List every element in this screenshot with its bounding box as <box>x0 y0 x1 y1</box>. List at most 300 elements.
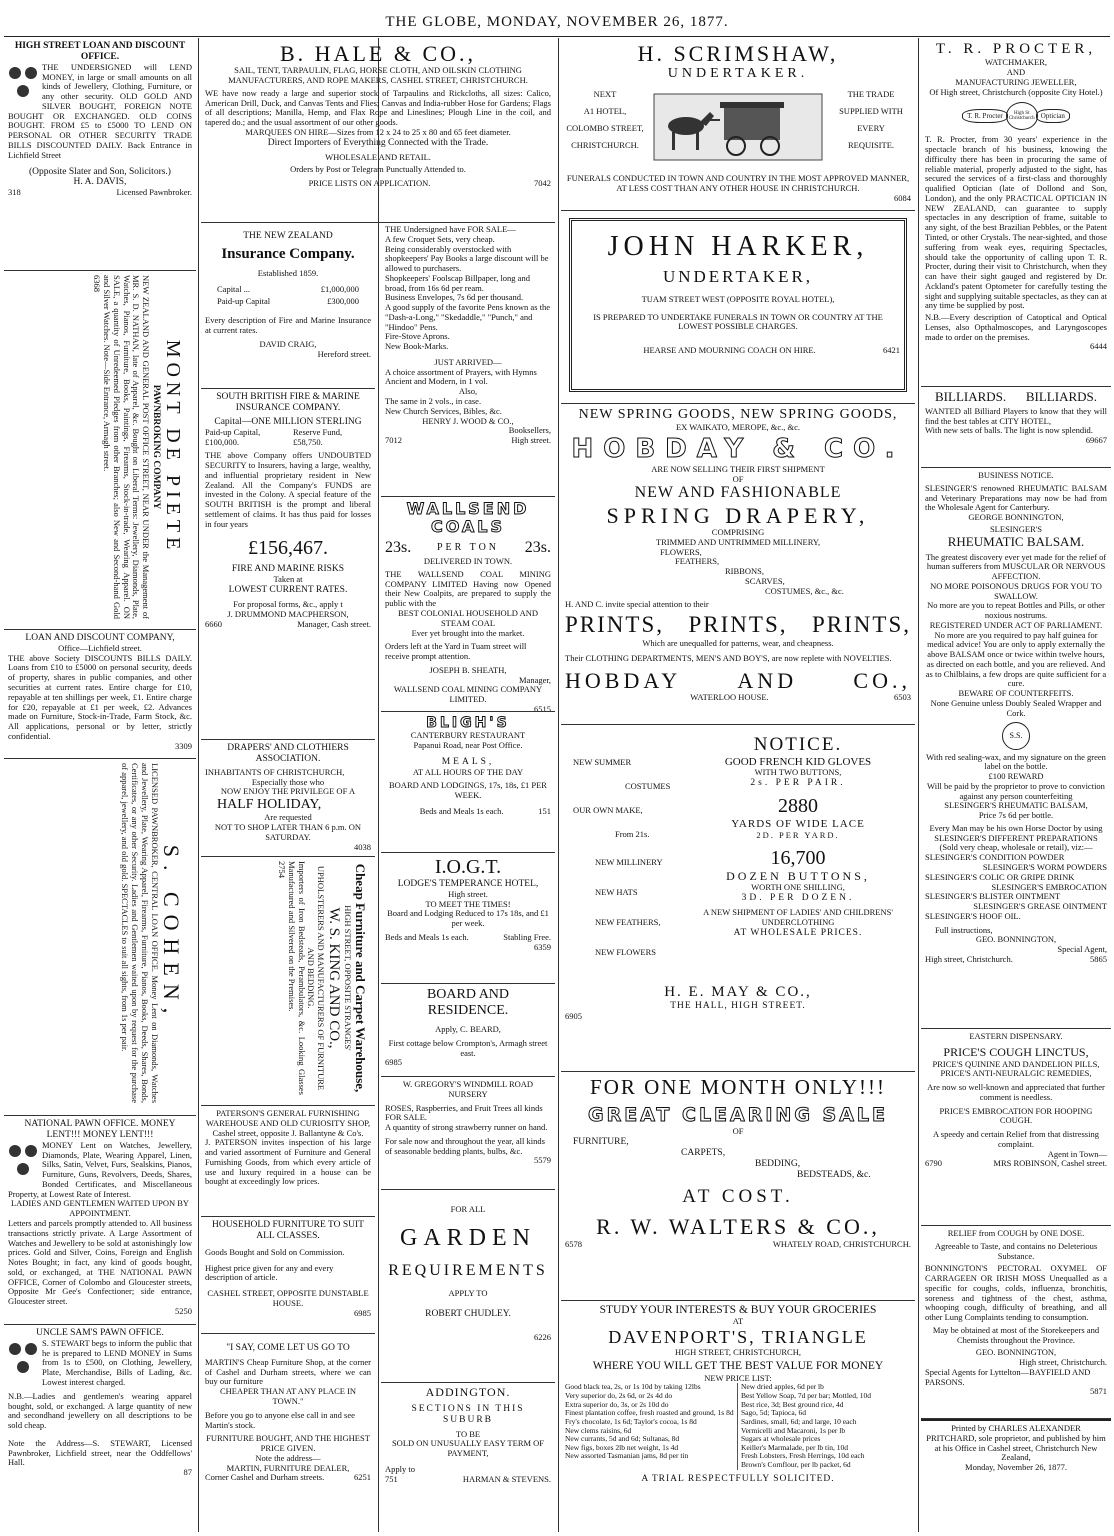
ad-title: BILLIARDS. <box>935 389 1007 404</box>
ad-taken: Taken at <box>273 574 303 585</box>
ad-body: THE above Society DISCOUNTS BILLS DAILY. Loans from £10 to £5000 on personal security, deeds of property, shares in public companies, and other securities at current rates. Entire charge for £10, repayable at ten shillings per week, £1. Entire charge for £20, repayable at £1 per week, £2. Advances made on Furniture, Stock-in-Trade, Farm Stock, &c. All applications, personal or by letter, strictly confidential. <box>8 652 192 741</box>
ad-title: HOBDAY & CO. <box>571 433 905 464</box>
ad-billiards <box>921 387 1111 468</box>
ad-left-line: NEXT <box>593 89 617 100</box>
ad-and: AND <box>1006 67 1026 78</box>
ad-lace: YARDS OF WIDE LACE <box>731 818 865 831</box>
ad-scrimshaw <box>561 38 915 211</box>
ad-paterson <box>201 1106 375 1217</box>
ad-gloves-price: 2s. PER PAIR. <box>750 778 846 789</box>
ad-agent: J. DRUMMOND MACPHERSON, <box>227 608 349 619</box>
ad-marquees: MARQUEES ON HIRE—Sizes from 12 x 24 to 25 x 80 and 65 feet diameter. <box>245 126 511 137</box>
ad-number: 6084 <box>894 192 911 203</box>
ad-address: TUAM STREET WEST (OPPOSITE ROYAL HOTEL), <box>641 293 835 304</box>
ad-orders: Orders left at the Yard in Tuam street will receive prompt attention. <box>385 641 527 662</box>
ad-company: WALLSEND COAL MINING COMPANY LIMITED. <box>393 684 543 705</box>
ad-right-line: SUPPLIED WITH <box>839 106 903 117</box>
ad-list-item: SLESINGER'S WORM POWDERS <box>982 861 1107 872</box>
ad-number: 6985 <box>354 1307 371 1318</box>
ad-body: MARTIN'S Cheap Furniture Shop, at the corner of Cashel and Durham streets, where we can buy our furniture <box>205 1356 371 1387</box>
ad-requested: Are requested <box>264 812 312 823</box>
ad-signature: H. A. DAVIS, <box>73 177 127 188</box>
ad-address: THE HALL, HIGH STREET. <box>670 1001 806 1012</box>
ad-paid: £300,000 <box>327 295 359 306</box>
ad-wholesale: WHOLESALE AND RETAIL. <box>325 151 431 162</box>
ad-right-line: REQUISITE. <box>847 140 895 151</box>
price-item: Extra superior do, 3s, or 2s 10d do <box>565 1399 669 1409</box>
ad-number: 6226 <box>534 1332 551 1343</box>
masthead-title: THE GLOBE, MONDAY, NOVEMBER 26, 1877. <box>385 14 729 30</box>
price-item: Very superior do, 2s 6d, or 2s 4d do <box>565 1391 673 1401</box>
ad-jeweller: MANUFACTURING JEWELLER, <box>955 76 1077 87</box>
ad-list-item: SLESINGER'S EMBROCATION <box>991 881 1107 892</box>
ad-number: 87 <box>183 1467 192 1478</box>
ad-neuralgic: PRICE'S ANTI-NEURALGIC REMEDIES, <box>940 1068 1092 1079</box>
ad-address: Cashel street, opposite J. Ballantyne & Co's. <box>212 1127 364 1138</box>
ad-fashion: NEW AND FASHIONABLE <box>634 484 842 502</box>
ad-number: 6359 <box>534 941 551 952</box>
masthead-rule <box>4 36 1110 37</box>
ad-price: 23s. <box>385 538 412 556</box>
ad-number: 6503 <box>893 692 911 703</box>
ad-best: BEST COLONIAL HOUSEHOLD AND STEAM COAL <box>397 608 538 628</box>
imprint-date: Monday, November 26, 1877. <box>965 1462 1067 1473</box>
seal-stamp: S.S. <box>1002 722 1030 750</box>
ad-number: 6421 <box>883 345 900 356</box>
rotated-block <box>276 861 367 1095</box>
ad-gregory <box>381 1077 555 1190</box>
ad-body: Goods Bought and Sold on Commission. <box>205 1246 345 1257</box>
ad-address: Papanui Road, near Post Office. <box>413 739 523 750</box>
ad-left-line: NEW MILLINERY <box>595 857 663 867</box>
ad-address: High street, Christchurch. <box>1019 1357 1107 1368</box>
ad-reward-body: Will be paid by the proprietor to prove to conviction against any person counterfeiting <box>927 780 1105 801</box>
ad-title: JOHN HARKER, <box>607 231 869 262</box>
ad-apply: Apply to <box>385 1463 415 1474</box>
ad-reward: £100 REWARD <box>988 771 1044 782</box>
ad-bought: FURNITURE BOUGHT, AND THE HIGHEST PRICE GIVEN. <box>206 1433 370 1454</box>
rotated-block <box>120 763 184 1103</box>
ad-subtitle: CANTERBURY RESTAURANT <box>410 730 526 741</box>
price-item: Brown's Cornflour, per lb packet, 6d <box>741 1460 851 1470</box>
ad-left-line: NEW HATS <box>595 887 638 897</box>
price-item: Sago, 5d; Tapioca, 6d <box>741 1408 806 1418</box>
ad-subtitle: SAIL, TENT, TARPAULIN, FLAG, HORSE CLOTH, AND OILSKIN CLOTHING MANUFACTURERS, AND ROPE MAKERS, CASHEL STREET, CHRISTCHURCH. <box>228 65 528 86</box>
ad-title: "I SAY, COME LET US GO TO <box>226 1343 350 1353</box>
ad-body: NEW ZEALAND AND GENERAL POST OFFICE STREET, NEAR UNDER the Management of MR. S. D. NATHAN, late of Apparel, &c. Bought on Liberal Terms: Jewellery, Diamonds, Plate, Watches, Pianos, Furniture, Books, Paintings, Firearms, Stock-in-trade, Wearing Apparel. ON SALE, a quantity of Unredeemed Pledges from other Branches; also New and Second-hand Gold and Silver Watches. Note—Side Entrance, Armagh street. <box>102 275 152 619</box>
ad-item: New Book-Marks. <box>385 341 449 352</box>
ad-body: Every description of Fire and Marine Insurance at current rates. <box>205 315 371 336</box>
ad-cohen <box>4 759 196 1116</box>
ad-name: JOSEPH B. SHEATH, <box>429 664 507 675</box>
ad-delivered: DELIVERED IN TOWN. <box>423 556 513 567</box>
ad-role: Manager, <box>519 674 551 685</box>
ad-good: RIBBONS, <box>725 566 764 577</box>
ad-right-line: EVERY <box>857 123 885 134</box>
ad-number: 751 <box>385 1473 398 1484</box>
ad-address: HIGH STREET, CHRISTCHURCH, <box>675 1346 801 1357</box>
ad-lace-qty: 2880 <box>778 795 818 818</box>
ad-iogt <box>381 853 555 984</box>
ad-good: COSTUMES, &c., &c. <box>765 585 844 596</box>
ad-quinine: PRICE'S QUININE AND DANDELION PILLS, <box>932 1058 1100 1069</box>
ad-list-item: SLESINGER'S CONDITION POWDER <box>925 852 1065 863</box>
ad-number: 5579 <box>534 1155 551 1166</box>
ad-walters <box>561 1072 915 1301</box>
ad-half-holiday: HALF HOLIDAY, <box>217 797 322 813</box>
ad-button-price: 3D. PER DOZEN. <box>741 893 855 904</box>
ad-address: (Opposite Slater and Son, Solicitors.) <box>29 166 171 177</box>
ad-body-2: Before you go to anyone else call in and see Martin's stock. <box>205 1409 355 1430</box>
ad-body: THE WALLSEND COAL MINING COMPANY LIMITED Having now Opened their New Coalpits, are prepared to supply the public with the <box>385 568 551 609</box>
ad-cheaper: CHEAPER THAN AT ANY PLACE IN TOWN." <box>219 1386 357 1406</box>
ad-body: INHABITANTS OF CHRISTCHURCH, <box>205 766 345 777</box>
ad-board: BOARD AND LODGINGS, 17s, 18s, £1 PER WEEK. <box>389 780 547 801</box>
ad-address: High street, Christchurch. <box>925 953 1013 964</box>
ad-per-ton: PER TON <box>436 542 500 554</box>
ad-left-line: NEW FLOWERS <box>595 947 656 957</box>
ad-item: Business Envelopes, 7s 6d per thousand. <box>385 292 524 303</box>
ad-doctor: Every Man may be his own Horse Doctor by using <box>929 822 1103 833</box>
ad-no-more: NO MORE POISONOUS DRUGS FOR YOU TO SWALLOW. <box>930 580 1102 601</box>
ad-title: RELIEF from COUGH by ONE DOSE. <box>947 1228 1085 1238</box>
ad-price: Price 7s 6d per bottle. <box>978 810 1054 821</box>
ad-number: 4038 <box>354 841 371 852</box>
ad-number: 6251 <box>354 1472 371 1480</box>
ad-title: HOUSEHOLD FURNITURE TO SUIT ALL CLASSES. <box>212 1220 364 1241</box>
ad-amount: £156,467. <box>248 537 328 560</box>
ad-title: HIGH STREET LOAN AND DISCOUNT OFFICE. <box>14 41 186 62</box>
ad-prints: PRINTS, <box>565 612 664 638</box>
ad-good: FLOWERS, <box>660 546 702 557</box>
ad-number: 7042 <box>533 178 551 189</box>
ad-paid: Paid-up Capital, £100,000. <box>205 426 261 447</box>
ad-title: LOAN AND DISCOUNT COMPANY, <box>25 633 175 643</box>
ad-capital: £1,000,000 <box>320 283 359 294</box>
ad-address: CASHEL STREET, OPPOSITE DUNSTABLE HOUSE. <box>207 1288 369 1308</box>
ad-capital-label: Capital ... <box>217 283 251 294</box>
ad-button-line: DOZEN BUTTONS, <box>726 868 870 883</box>
ad-title: NATIONAL PAWN OFFICE. MONEY LENT!!! MONEY LENT!!! <box>24 1119 176 1140</box>
ad-selling: ARE NOW SELLING THEIR FIRST SHIPMENT <box>651 463 825 474</box>
ad-title: I.O.G.T. <box>434 856 502 878</box>
ad-name: GEO. BONNINGTON, <box>975 1347 1057 1358</box>
ad-title: W. GREGORY'S WINDMILL ROAD NURSERY <box>402 1079 534 1099</box>
ad-mont-de-piete <box>4 271 196 630</box>
price-item: New clems raisins, 6d <box>565 1425 632 1435</box>
ad-davenport <box>561 1301 915 1519</box>
ad-address: Of High street, Christchurch (opposite City Hotel.) <box>929 86 1103 97</box>
ad-body-2: Highest price given for any and every description of article. <box>205 1262 334 1283</box>
ad-ever: Ever yet brought into the market. <box>411 627 525 638</box>
ad-hobday <box>561 404 915 725</box>
ad-harker <box>561 211 915 404</box>
ad-number: 5865 <box>1090 953 1107 964</box>
price-item: New figs, boxes 2lb net weight, 1s 4d <box>565 1442 679 1452</box>
ad-wholesale: AT WHOLESALE PRICES. <box>733 927 863 938</box>
ad-item: A few Croquet Sets, very cheap. <box>385 233 495 244</box>
ad-address: Hereford street. <box>317 348 371 359</box>
ad-body-2: A quantity of strong strawberry runner on hand. <box>385 1122 548 1133</box>
ad-price: PRICE LISTS ON APPLICATION. <box>308 178 431 189</box>
ad-invite: H. AND C. invite special attention to their <box>565 599 709 610</box>
ad-spring: NEW SPRING GOODS, NEW SPRING GOODS, <box>578 407 898 422</box>
ad-left-line: From 21s. <box>615 829 650 839</box>
ad-slesinger <box>921 468 1111 1029</box>
ad-to-be: TO BE <box>455 1428 481 1439</box>
ad-button-worth: WORTH ONE SHILLING, <box>751 882 845 893</box>
ad-wood <box>381 222 555 497</box>
sign-center: High St Christchurch <box>1006 102 1038 130</box>
ad-prep: SLESINGER'S DIFFERENT PREPARATIONS (Sold very cheap, wholesale or retail), viz:— <box>934 832 1098 853</box>
ad-button-qty: 16,700 <box>770 846 826 869</box>
ad-special: Special Agents for Lyttelton—BAYFIELD AND PARSONS. <box>925 1366 1091 1387</box>
ad-footer: CO., <box>853 668 911 694</box>
ad-embrocation: PRICE'S EMBROCATION FOR HOOPING COUGH. <box>939 1105 1093 1126</box>
ad-trade: UPHOLSTERERS AND MANUFACTURERS OF FURNITURE AND BEDDING. <box>306 865 327 1091</box>
ad-number: 5250 <box>175 1305 192 1316</box>
column-rule <box>918 38 919 1532</box>
ad-name: HARMAN & STEVENS. <box>462 1473 551 1484</box>
price-item: Fresh Lobsters, Fresh Herrings, 10d each <box>741 1451 865 1461</box>
ad-number: 6660 <box>205 618 222 629</box>
ad-body: MONEY Lent on Watches, Jewellery, Diamonds, Plate, Wearing Apparel, Linen, Silks, Satin, Velvet, Furs, Sealskins, Pianos, Furniture, Guns, Revolvers, Deeds, Shares, Bonded Certificates, and Miscellaneous Property, at Lowest Rate of Interest. <box>8 1139 192 1199</box>
column-rule <box>558 38 559 1532</box>
ad-of: OF <box>732 1125 744 1136</box>
ad-title: PATERSON'S GENERAL FURNISHING WAREHOUSE AND OLD CURIOSITY SHOP, <box>205 1108 371 1128</box>
ad-company: Insurance Company. <box>221 245 355 262</box>
ad-for: FOR ALL <box>450 1204 486 1214</box>
ad-body: WANTED all Billiard Players to know that they will find the best tables at CITY HOTEL, <box>925 405 1107 426</box>
ad-title: GARDEN <box>400 1224 536 1251</box>
ad-name: W. S. KING AND CO., <box>326 907 343 1049</box>
ad-trimmed: TRIMMED AND UNTRIMMED MILLINERY, <box>655 536 821 547</box>
ad-full: Full instructions, <box>935 924 993 935</box>
ad-comprising: COMPRISING <box>711 526 765 537</box>
ad-uncle-sam <box>4 1325 196 1532</box>
ad-hearse: HEARSE AND MOURNING COACH ON HIRE. <box>643 345 816 356</box>
ad-agent: Agent in Town— <box>1047 1148 1107 1159</box>
ad-good: FEATHERS, <box>675 556 720 567</box>
ad-body-3: NOW ENJOY THE PRIVILEGE OF A <box>220 786 356 797</box>
ad-right-line: THE TRADE <box>847 89 895 100</box>
ad-body: FUNERALS CONDUCTED IN TOWN AND COUNTRY IN THE MOST APPROVED MANNER, AT LESS COST THAN ANY OTHER HOUSE IN CHRISTCHURCH. <box>566 173 910 194</box>
ad-subtitle: UNDERTAKER, <box>662 267 814 287</box>
ad-king <box>201 857 375 1106</box>
ad-footer: AND <box>737 668 798 694</box>
ad-lace-price: 2D. PER YARD. <box>756 829 840 840</box>
ad-price: 23s. <box>524 538 551 556</box>
ad-title: H. SCRIMSHAW, <box>637 41 839 66</box>
ad-title: GREAT CLEARING SALE <box>587 1104 889 1127</box>
ad-at: AT <box>732 1316 744 1327</box>
ad-name: LODGE'S TEMPERANCE HOTEL, <box>397 879 539 889</box>
ad-title: BILLIARDS. <box>1025 389 1097 404</box>
ad-hours: AT ALL HOURS OF THE DAY <box>412 766 524 777</box>
ad-body: LICENSED PAWNBROKER, CENTRAL LOAN OFFICE. Money Lent on Diamonds, Watches and Jewellery, Plate, Wearing Apparel, Firearms, Furniture, Pianos, Books, Deeds, Shares, Bonds, Certificates, or any other Security. Ladies and Gentlemen waited upon by request for the purchase of apparel, jewellery, and old gold. SPECTACLES to suit all sights, from 1s per pair. <box>120 763 160 1103</box>
ad-body: BONNINGTON'S PECTORAL OXYMEL OF CARRAGEEN OR IRISH MOSS Unequalled as a specific for coughs, colds, influenza, bronchitis, soreness and tightness of the chest, asthma, whooping cough, difficulty of breathing, and all other Lung Complaints tending to consumption. <box>925 1263 1107 1323</box>
ad-shipment: A NEW SHIPMENT OF LADIES' AND CHILDRENS' UNDERCLOTHING <box>703 907 893 927</box>
ad-number: 3309 <box>175 740 192 751</box>
ad-address: First cottage below Crompton's, Armagh street east. <box>388 1037 548 1058</box>
ad-name: MARTIN, FURNITURE DEALER, <box>226 1462 350 1473</box>
ad-title: EASTERN DISPENSARY. <box>969 1031 1063 1041</box>
ad-list-item: SLESINGER'S HOOF OIL. <box>925 910 1021 921</box>
ad-study: STUDY YOUR INTERESTS & BUY YOUR GROCERIES <box>599 1304 877 1316</box>
ad-number: 6578 <box>565 1238 582 1249</box>
ad-title: DAVENPORT'S, TRIANGLE <box>608 1326 868 1347</box>
ad-item: BEDSTEADS, &c. <box>797 1169 871 1180</box>
ad-title: BLIGH'S <box>426 715 510 731</box>
price-item: New assorted Tasmanian jams, 8d per tin <box>565 1451 689 1461</box>
ad-new-zealand-insurance <box>201 222 375 389</box>
ad-buttons: WITH TWO BUTTONS, <box>754 767 842 778</box>
ad-national-pawn <box>4 1116 196 1325</box>
ad-title: SOUTH BRITISH FIRE & MARINE INSURANCE COMPANY. <box>216 392 360 413</box>
ad-body: THE UNDERSIGNED will LEND MONEY, in large or small amounts on all kinds of Jewellery, Clothing, Furniture, or any other security. OLD GOLD AND SILVER BOUGHT, FOREIGN NOTE BOUGHT OR EXCHANGED. OLD COINS BOUGHT. FROM £5 to £5000 TO LEND ON PERSONAL OR OTHER SECURITY TRADE BILLS DISCOUNTED DAILY. Back Entrance in Lichfield Street <box>8 61 192 160</box>
ad-risks: FIRE AND MARINE RISKS <box>231 564 345 575</box>
ad-trade: Booksellers, <box>508 425 551 436</box>
ad-body: THE Undersigned have FOR SALE— <box>385 224 516 234</box>
ad-left-line: COLOMBO STREET, <box>566 123 644 134</box>
ad-left-line: OUR OWN MAKE, <box>573 805 643 815</box>
imprint-body: Printed by CHARLES ALEXANDER PRITCHARD, sole proprietor, and published by him at his Office in Cashel street, Christchurch New Zealand, <box>926 1423 1106 1463</box>
ad-house: WATERLOO HOUSE. <box>690 692 769 703</box>
ad-left-line: NEW SUMMER <box>573 757 632 767</box>
ad-address: Manager, Cash street. <box>297 618 371 629</box>
ad-product: SLESINGER'S RHEUMATIC BALSAM, <box>944 800 1088 811</box>
ad-title: THE NEW ZEALAND <box>243 231 333 241</box>
ad-title: RHEUMATIC BALSAM. <box>947 533 1085 549</box>
ad-shop: NOT TO SHOP LATER THAN 6 p.m. ON SATURDAY. <box>214 822 362 842</box>
price-item: Best rice, 3d; Best ground rice, 4d <box>741 1399 844 1409</box>
ad-body-2: Letters and parcels promptly attended to. All business transactions strictly private. A Large Assortment of Watches and Jewellery to be sold at astonishingly low prices. Gold and Silver, Coins, Foreign and English Notes Bought; in fact, any kind of goods bought, sold, or exchanged, at THE NATIONAL PAWN OFFICE, Corner of Colombo and Gloucester streets, Opposite Mr Gee's Confectioner; side entrance, Gloucester street. <box>8 1217 192 1307</box>
column-3 <box>381 222 555 1532</box>
column-1 <box>4 38 196 1532</box>
ad-item: FURNITURE, <box>573 1136 629 1147</box>
ad-name: ROBERT CHUDLEY. <box>425 1308 511 1319</box>
ad-number: 6368 <box>92 275 103 292</box>
ad-number: 6985 <box>385 1057 402 1068</box>
ad-item: CARPETS, <box>681 1147 726 1158</box>
ad-sign: Licensed Pawnbroker. <box>116 187 192 198</box>
price-item: Sardines, small, 6d; and large, 10 each <box>741 1416 857 1426</box>
ad-trade: WATCHMAKER, <box>984 57 1048 68</box>
ad-list-item: SLESINGER'S BLISTER OINTMENT <box>925 891 1061 902</box>
ad-address: Note the Address—S. STEWART, Licensed Pawnbroker, Lichfield street, near the Oddfellows' Hall. <box>8 1437 192 1468</box>
ad-bligh <box>381 712 555 853</box>
ad-list-item: SLESINGER'S COLIC OR GRIPE DRINK <box>925 871 1075 882</box>
ad-hale <box>201 38 555 223</box>
ad-body: SLESINGER'S renowned RHEUMATIC BALSAM and Veterinary Preparations may now be had from the Wholesale Agent for Canterbury. <box>925 482 1107 513</box>
ad-apply: Apply, C. BEARD, <box>435 1024 501 1035</box>
ad-address: Corner Cashel and Durham streets. <box>205 1472 325 1480</box>
ad-eastern-dispensary <box>921 1029 1111 1226</box>
ad-item: Being considerably overstocked with shopkeepers' Pay Books a large discount will be allowed to purchasers. <box>385 243 549 274</box>
ad-paid-label: Paid-up Capital <box>217 295 271 306</box>
ad-address: WHATELY ROAD, CHRISTCHURCH. <box>772 1238 911 1249</box>
ad-martin <box>201 1334 375 1480</box>
column-2-left <box>201 222 375 1532</box>
price-item: Best Yellow Soap, 7d per bar; Mottled, 10d <box>741 1391 871 1401</box>
ad-reserve: Reserve Fund, £58,750. <box>293 426 343 447</box>
ad-list-item: SLESINGER'S GREASE OINTMENT <box>973 901 1107 912</box>
price-item: Good black tea, 2s, or 1s 10d by taking 12lbs <box>565 1382 701 1392</box>
price-item: New dried apples, 6d per lb <box>741 1382 824 1392</box>
ad-body-2: Especially those who <box>251 776 325 787</box>
ad-known: Are now so well-known and appreciated that further comment is needless. <box>927 1082 1105 1102</box>
ad-title: T. R. PROCTER, <box>935 41 1097 57</box>
ad-wallsend <box>381 497 555 712</box>
spectacles-sign <box>925 101 1107 131</box>
ad-ladies: LADIES AND GENTLEMEN WAITED UPON BY APPOINTMENT. <box>10 1198 190 1219</box>
ad-number: 6444 <box>1090 341 1107 352</box>
ad-number: 5871 <box>1090 1386 1107 1397</box>
ad-beds: Beds and Meals 1s each. <box>419 805 504 816</box>
ad-high-street-loan <box>4 38 196 271</box>
pawn-balls-icon <box>8 1339 38 1387</box>
ad-orders: Orders by Post or Telegram Punctually Attended to. <box>290 164 466 175</box>
ad-board: Board and Lodging Reduced to 17s 18s, and £1 per week. <box>387 908 549 929</box>
ad-same: The same in 2 vols., in case. <box>385 396 482 407</box>
ad-sub: SLESINGER'S <box>989 523 1043 534</box>
ad-name: HENRY J. WOOD & CO., <box>422 415 514 426</box>
ad-title: ADDINGTON. <box>425 1385 511 1399</box>
ad-title: B. HALE & CO., <box>280 41 476 66</box>
ad-footer: HOBDAY <box>565 668 682 694</box>
ad-drapers <box>201 740 375 857</box>
price-item: Fry's chocolate, 1s 6d; Taylor's cocoa, 1s 8d <box>565 1416 697 1426</box>
ad-beard <box>381 984 555 1077</box>
ad-notice: BUSINESS NOTICE. <box>978 470 1054 480</box>
ad-item: BEDDING, <box>755 1158 801 1169</box>
ad-title: BOARD AND RESIDENCE. <box>426 987 510 1019</box>
sign-name: T. R. Procter <box>962 109 1008 123</box>
ad-body: ROSES, Raspberries, and Fruit Trees all kinds FOR SALE. <box>385 1102 543 1123</box>
ad-meet: TO MEET THE TIMES! <box>425 898 511 909</box>
ad-notice: NOTICE. <box>753 734 843 755</box>
ad-subtitle: UNDERTAKER. <box>667 66 809 82</box>
ad-of: OF <box>732 473 744 484</box>
ad-address: High street. <box>511 435 551 446</box>
ad-unequalled: Which are unequalled for patterns, wear, and cheapness. <box>642 637 834 648</box>
hearse-illustration <box>650 86 826 168</box>
ad-body: WE have now ready a large and superior stock of Tarpaulins and Rickcloths, all sizes: Calico, American Drill, Duck, and Canvas Tents and Flies; Canvas and India-rubber Hose for Gardens; Flags of all descriptions; Manilla, Hemp, and Flax Rope and Lineslines; Plough Line in the coil, and tapered do.; and the usual assortment of our other goods. <box>205 87 551 128</box>
ad-stabling: Stabling Free. <box>503 931 551 942</box>
ad-title: UNCLE SAM'S PAWN OFFICE. <box>36 1328 164 1338</box>
ad-title: MONT DE PIETE <box>162 339 184 555</box>
ad-beds: Beds and Meals 1s each. <box>385 931 469 942</box>
price-item: Vermicelli and Macaroni, 1s per lb <box>741 1425 846 1435</box>
ad-body: IS PREPARED TO UNDERTAKE FUNERALS IN TOWN OR COUNTRY AT THE LOWEST POSSIBLE CHARGES. <box>593 311 883 332</box>
ad-title: DRAPERS' AND CLOTHIERS ASSOCIATION. <box>227 743 349 764</box>
rotated-block <box>91 275 184 619</box>
ad-prints: PRINTS, <box>812 612 911 638</box>
ad-good: SCARVES, <box>745 575 785 586</box>
ad-nb: N.B.—Every description of Catoptical and Optical Lenses, also Opthalmoscopes, and Laryngoscopes made to order on the premises. <box>925 312 1107 342</box>
ad-meals: MEALS, <box>441 756 495 767</box>
ad-subtitle: PAWNBROKING COMPANY <box>151 384 161 510</box>
ad-name: H. E. MAY & CO., <box>664 984 812 1000</box>
ad-established: Established 1859. <box>257 268 319 279</box>
ad-body-3: No more are you required to pay half guinea for medical advice! You are only to apply externally the above BALSAM once or twice within twelve hours, as directed on each bottle, and you are relieved. And as to Chilblains, a few drops are quite sufficient for a cure. <box>925 629 1107 689</box>
ad-list-title: NEW PRICE LIST: <box>704 1372 772 1383</box>
ad-loan-discount <box>4 630 196 759</box>
ad-month: FOR ONE MONTH ONLY!!! <box>590 1075 886 1099</box>
ad-registered: REGISTERED UNDER ACT OF PARLIAMENT. <box>929 619 1103 630</box>
ad-may <box>561 725 915 1072</box>
ad-arrived-body: A choice assortment of Prayers, with Hymns Ancient and Modern, in 1 vol. <box>385 366 537 387</box>
